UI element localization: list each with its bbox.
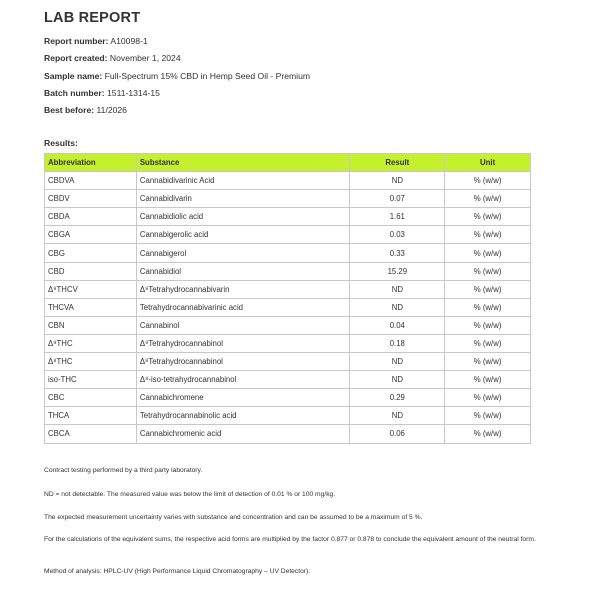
table-row	[45, 280, 531, 298]
cell-unit: % (w/w)	[445, 316, 531, 334]
note-nd: ND = not detectable. The measured value was below the limit of detection of 0.01 % or 100 mg/kg.	[44, 491, 336, 498]
table-row	[45, 262, 531, 280]
sample-name-row	[44, 68, 310, 85]
cell-result: 15.29	[350, 262, 445, 280]
cell-substance: Cannabidivarinic Acid	[136, 172, 350, 190]
table-row	[45, 353, 531, 371]
cell-abbreviation: Δ⁹THCV	[45, 280, 137, 298]
cell-substance: Δ⁹Tetrahydrocannabivarin	[136, 280, 350, 298]
cell-substance: Cannabinol	[136, 316, 350, 334]
table-header-row	[45, 154, 531, 172]
results-table	[44, 153, 531, 444]
cell-unit: % (w/w)	[445, 244, 531, 262]
cell-result: ND	[350, 298, 445, 316]
report-meta	[44, 33, 310, 119]
report-number-row	[44, 33, 310, 50]
cell-unit: % (w/w)	[445, 208, 531, 226]
cell-unit: % (w/w)	[445, 371, 531, 389]
cell-abbreviation: CBGA	[45, 226, 137, 244]
table-row	[45, 244, 531, 262]
cell-abbreviation: CBCA	[45, 425, 137, 443]
cell-abbreviation: iso-THC	[45, 371, 137, 389]
report-number-value: A10098-1	[110, 36, 148, 46]
best-before-value: 11/2026	[96, 105, 127, 116]
cell-abbreviation: THCA	[45, 407, 137, 425]
results-heading: Results:	[44, 138, 78, 148]
cell-result: 0.33	[350, 244, 445, 262]
table-row	[45, 389, 531, 407]
cell-abbreviation: CBC	[45, 389, 137, 407]
cell-abbreviation: CBG	[45, 244, 137, 262]
column-header-unit: Unit	[445, 154, 531, 172]
cell-result: ND	[350, 172, 445, 190]
cell-result: ND	[350, 371, 445, 389]
cell-abbreviation: THCVA	[45, 298, 137, 316]
table-row	[45, 407, 531, 425]
table-row	[45, 208, 531, 226]
batch-number-row	[44, 85, 310, 102]
cell-unit: % (w/w)	[445, 407, 531, 425]
cell-result: 0.03	[350, 226, 445, 244]
note-calculation: For the calculations of the equivalent sums, the respective acid forms are multiplied by the factor 0.877 or 0.878 to conclude the equivalent amount of the neutral form.	[44, 536, 536, 543]
column-header-abbreviation: Abbreviation	[45, 154, 137, 172]
cell-result: 0.29	[350, 389, 445, 407]
cell-substance: Δ⁹Tetrahydrocannabinol	[136, 334, 350, 352]
table-row	[45, 316, 531, 334]
cell-abbreviation: CBDVA	[45, 172, 137, 190]
cell-unit: % (w/w)	[445, 262, 531, 280]
cell-result: ND	[350, 280, 445, 298]
note-uncertainty: The expected measurement uncertainty varies with substance and concentration and can be assumed to be a maximum of 5 %.	[44, 514, 423, 521]
report-created-value: November 1, 2024	[109, 53, 181, 64]
cell-unit: % (w/w)	[445, 190, 531, 208]
cell-result: 0.04	[350, 316, 445, 334]
cell-unit: % (w/w)	[445, 334, 531, 352]
cell-abbreviation: CBDA	[45, 208, 137, 226]
batch-number-value: 1511-1314-15	[107, 87, 160, 98]
table-row	[45, 425, 531, 443]
report-title: LAB REPORT	[44, 10, 141, 26]
field-label: Report created:	[44, 53, 108, 64]
cell-substance: Cannabichromenic acid	[136, 425, 350, 443]
column-header-result: Result	[350, 154, 445, 172]
cell-substance: Tetrahydrocannabinolic acid	[136, 407, 350, 425]
best-before-row	[44, 102, 310, 119]
cell-result: 0.07	[350, 190, 445, 208]
cell-substance: Cannabichromene	[136, 389, 350, 407]
cell-substance: Cannabigerol	[136, 244, 350, 262]
table-row	[45, 226, 531, 244]
note-method: Method of analysis: HPLC-UV (High Performance Liquid Chromatography – UV Detector).	[44, 568, 311, 575]
cell-unit: % (w/w)	[445, 280, 531, 298]
table-row	[45, 190, 531, 208]
cell-substance: Δ⁸-iso-tetrahydrocannabinol	[136, 371, 350, 389]
table-row	[45, 334, 531, 352]
field-label: Sample name:	[44, 70, 103, 81]
cell-substance: Tetrahydrocannabivarinic acid	[136, 298, 350, 316]
table-row	[45, 371, 531, 389]
cell-unit: % (w/w)	[445, 353, 531, 371]
cell-substance: Cannabigerolic acid	[136, 226, 350, 244]
cell-unit: % (w/w)	[445, 425, 531, 443]
field-label: Best before:	[44, 105, 95, 116]
cell-result: 0.06	[350, 425, 445, 443]
cell-abbreviation: Δ⁹THC	[45, 334, 137, 352]
cell-result: ND	[350, 407, 445, 425]
field-label: Batch number:	[44, 87, 105, 98]
column-header-substance: Substance	[136, 154, 350, 172]
cell-substance: Cannabidivarin	[136, 190, 350, 208]
cell-substance: Cannabidiolic acid	[136, 208, 350, 226]
cell-abbreviation: Δ⁸THC	[45, 353, 137, 371]
cell-abbreviation: CBDV	[45, 190, 137, 208]
report-created-row	[44, 50, 310, 67]
cell-substance: Cannabidiol	[136, 262, 350, 280]
table-row	[45, 172, 531, 190]
cell-result: 1.61	[350, 208, 445, 226]
cell-result: ND	[350, 353, 445, 371]
cell-unit: % (w/w)	[445, 226, 531, 244]
table-row	[45, 298, 531, 316]
sample-name-value: Full-Spectrum 15% CBD in Hemp Seed Oil - Premium	[104, 70, 311, 81]
cell-abbreviation: CBD	[45, 262, 137, 280]
cell-result: 0.18	[350, 334, 445, 352]
note-contract: Contract testing performed by a third party laboratory.	[44, 467, 203, 474]
cell-substance: Δ⁸Tetrahydrocannabinol	[136, 353, 350, 371]
cell-unit: % (w/w)	[445, 389, 531, 407]
field-label: Report number:	[44, 36, 109, 46]
cell-abbreviation: CBN	[45, 316, 137, 334]
cell-unit: % (w/w)	[445, 298, 531, 316]
cell-unit: % (w/w)	[445, 172, 531, 190]
